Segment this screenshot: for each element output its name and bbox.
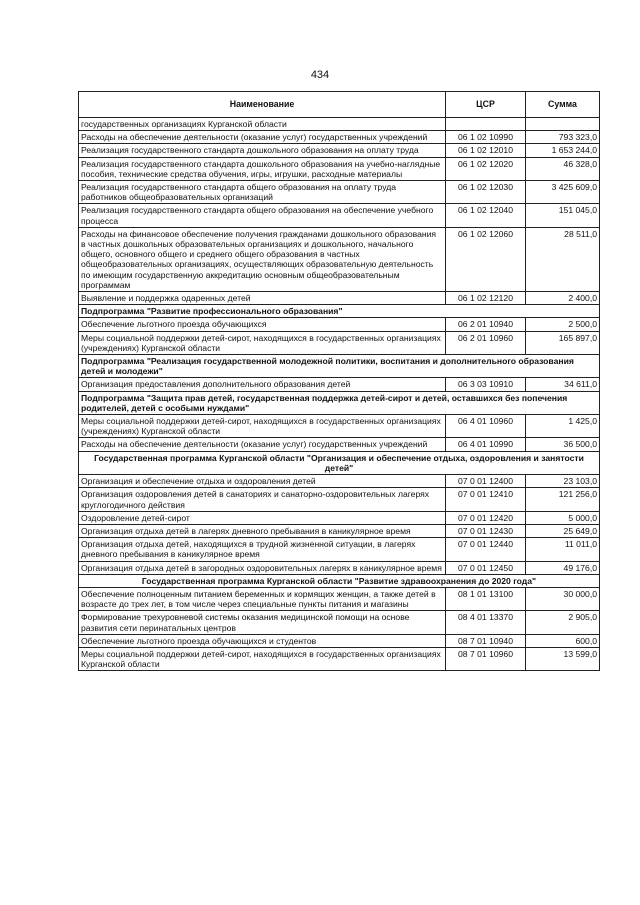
table-row [79, 488, 600, 511]
row-sum: 1 425,0 [526, 415, 600, 438]
section-row [79, 574, 600, 587]
row-name: Организация отдыха детей в загородных оздоровительных лагерях в каникулярное время [79, 561, 446, 574]
table-row [79, 538, 600, 561]
row-name: Выявление и поддержка одаренных детей [79, 292, 446, 305]
row-sum: 34 611,0 [526, 378, 600, 391]
table-row [79, 331, 600, 354]
row-name: Реализация государственного стандарта общего образования на обеспечение учебного процесса [79, 204, 446, 227]
row-sum: 3 425 609,0 [526, 181, 600, 204]
row-name: Меры социальной поддержки детей-сирот, находящихся в государственных организациях Курганской области [79, 647, 446, 670]
row-sum: 121 256,0 [526, 488, 600, 511]
row-code: 06 3 03 10910 [446, 378, 526, 391]
table-body [79, 118, 600, 671]
row-code: 06 4 01 10960 [446, 415, 526, 438]
row-sum: 46 328,0 [526, 157, 600, 180]
table-row [79, 181, 600, 204]
row-name: Формирование трехуровневой системы оказания медицинской помощи на основе развития сети перинатальных центров [79, 611, 446, 634]
table-row [79, 204, 600, 227]
page-number: 434 [310, 69, 330, 81]
row-sum: 36 500,0 [526, 438, 600, 451]
row-sum: 793 323,0 [526, 131, 600, 144]
row-code: 08 1 01 13100 [446, 587, 526, 610]
section-title: Государственная программа Курганской области "Развитие здравоохранения до 2020 года" [79, 574, 600, 587]
table-row [79, 318, 600, 331]
row-sum: 600,0 [526, 634, 600, 647]
section-row [79, 305, 600, 318]
table-row [79, 227, 600, 291]
row-sum: 13 599,0 [526, 647, 600, 670]
table-row [79, 131, 600, 144]
row-code: 06 1 02 12040 [446, 204, 526, 227]
table-row [79, 511, 600, 524]
row-code: 07 0 01 12410 [446, 488, 526, 511]
row-sum: 2 400,0 [526, 292, 600, 305]
section-row [79, 355, 600, 378]
header-name: Наименование [79, 92, 446, 118]
row-code: 06 1 02 12010 [446, 144, 526, 157]
row-name: Организация оздоровления детей в санаториях и санаторно-оздоровительных лагерях круглогодичного действия [79, 488, 446, 511]
row-sum: 23 103,0 [526, 475, 600, 488]
table-row [79, 292, 600, 305]
row-code: 06 1 02 12020 [446, 157, 526, 180]
row-name: Организация отдыха детей в лагерях дневного пребывания в каникулярное время [79, 524, 446, 537]
row-code: 07 0 01 12420 [446, 511, 526, 524]
row-sum: 49 176,0 [526, 561, 600, 574]
row-name: Расходы на обеспечение деятельности (оказание услуг) государственных учреждений [79, 438, 446, 451]
row-name: государственных организациях Курганской области [79, 118, 446, 131]
row-name: Обеспечение полноценным питанием беременных и кормящих женщин, а также детей в возрасте до трех лет, в том числе через специальные пункты питания и магазины [79, 587, 446, 610]
row-code: 06 4 01 10990 [446, 438, 526, 451]
row-code: 07 0 01 12400 [446, 475, 526, 488]
row-sum: 5 000,0 [526, 511, 600, 524]
continuation-row [79, 118, 600, 131]
row-sum: 2 905,0 [526, 611, 600, 634]
row-code: 06 2 01 10940 [446, 318, 526, 331]
row-name: Организация отдыха детей, находящихся в трудной жизненной ситуации, в лагерях дневного пребывания в каникулярное время [79, 538, 446, 561]
section-title: Подпрограмма "Реализация государственной молодежной политики, воспитания и дополнительного образования детей и молодежи" [79, 355, 600, 378]
section-title: Подпрограмма "Развитие профессионального образования" [79, 305, 600, 318]
row-code: 06 2 01 10960 [446, 331, 526, 354]
header-code: ЦСР [446, 92, 526, 118]
row-sum: 28 511,0 [526, 227, 600, 291]
table-row [79, 524, 600, 537]
table-row [79, 415, 600, 438]
row-code [446, 118, 526, 131]
row-name: Реализация государственного стандарта дошкольного образования на учебно-наглядные пособия, технические средства обучения, игры, игрушки, расходные материалы [79, 157, 446, 180]
row-code: 07 0 01 12430 [446, 524, 526, 537]
row-code: 07 0 01 12450 [446, 561, 526, 574]
row-code: 08 4 01 13370 [446, 611, 526, 634]
row-name: Меры социальной поддержки детей-сирот, находящихся в государственных организациях (учреждениях) Курганской области [79, 331, 446, 354]
row-name: Реализация государственного стандарта общего образования на оплату труда работников общеобразовательных организаций [79, 181, 446, 204]
row-code: 08 7 01 10960 [446, 647, 526, 670]
row-name: Обеспечение льготного проезда обучающихся и студентов [79, 634, 446, 647]
row-sum: 30 000,0 [526, 587, 600, 610]
row-sum: 11 011,0 [526, 538, 600, 561]
row-sum [526, 118, 600, 131]
row-code: 06 1 02 12060 [446, 227, 526, 291]
table-row [79, 438, 600, 451]
row-code: 06 1 02 12030 [446, 181, 526, 204]
table-row [79, 157, 600, 180]
row-code: 06 1 02 10990 [446, 131, 526, 144]
row-sum: 25 649,0 [526, 524, 600, 537]
row-name: Организация и обеспечение отдыха и оздоровления детей [79, 475, 446, 488]
section-title: Подпрограмма "Защита прав детей, государственная поддержка детей-сирот и детей, оставшихся без попечения родителей, детей с особыми нуждами" [79, 391, 600, 414]
table-row [79, 378, 600, 391]
table-row [79, 561, 600, 574]
table-row [79, 587, 600, 610]
table-row [79, 475, 600, 488]
budget-table [78, 91, 600, 671]
row-code: 06 1 02 12120 [446, 292, 526, 305]
table-row [79, 647, 600, 670]
row-sum: 2 500,0 [526, 318, 600, 331]
row-name: Обеспечение льготного проезда обучающихся [79, 318, 446, 331]
header-sum: Сумма [526, 92, 600, 118]
table-row [79, 611, 600, 634]
row-name: Оздоровление детей-сирот [79, 511, 446, 524]
row-sum: 165 897,0 [526, 331, 600, 354]
row-name: Расходы на финансовое обеспечение получения гражданами дошкольного образования в частных дошкольных образовательных организациях и дошкольного, начального общего, основного общего и среднего общего образования в частных общеобразовательных организациях, осуществляющих образовательную деятельность по имеющим государственную аккредитацию основным общеобразовательным программам [79, 227, 446, 291]
row-name: Реализация государственного стандарта дошкольного образования на оплату труда [79, 144, 446, 157]
row-sum: 1 653 244,0 [526, 144, 600, 157]
table-row [79, 144, 600, 157]
row-name: Расходы на обеспечение деятельности (оказание услуг) государственных учреждений [79, 131, 446, 144]
table-header-row [79, 92, 600, 118]
section-row [79, 451, 600, 474]
row-code: 08 7 01 10940 [446, 634, 526, 647]
row-code: 07 0 01 12440 [446, 538, 526, 561]
section-title: Государственная программа Курганской области "Организация и обеспечение отдыха, оздоровления и занятости детей" [79, 451, 600, 474]
section-row [79, 391, 600, 414]
row-sum: 151 045,0 [526, 204, 600, 227]
table-row [79, 634, 600, 647]
row-name: Организация предоставления дополнительного образования детей [79, 378, 446, 391]
row-name: Меры социальной поддержки детей-сирот, находящихся в государственных организациях (учреждениях) Курганской области [79, 415, 446, 438]
